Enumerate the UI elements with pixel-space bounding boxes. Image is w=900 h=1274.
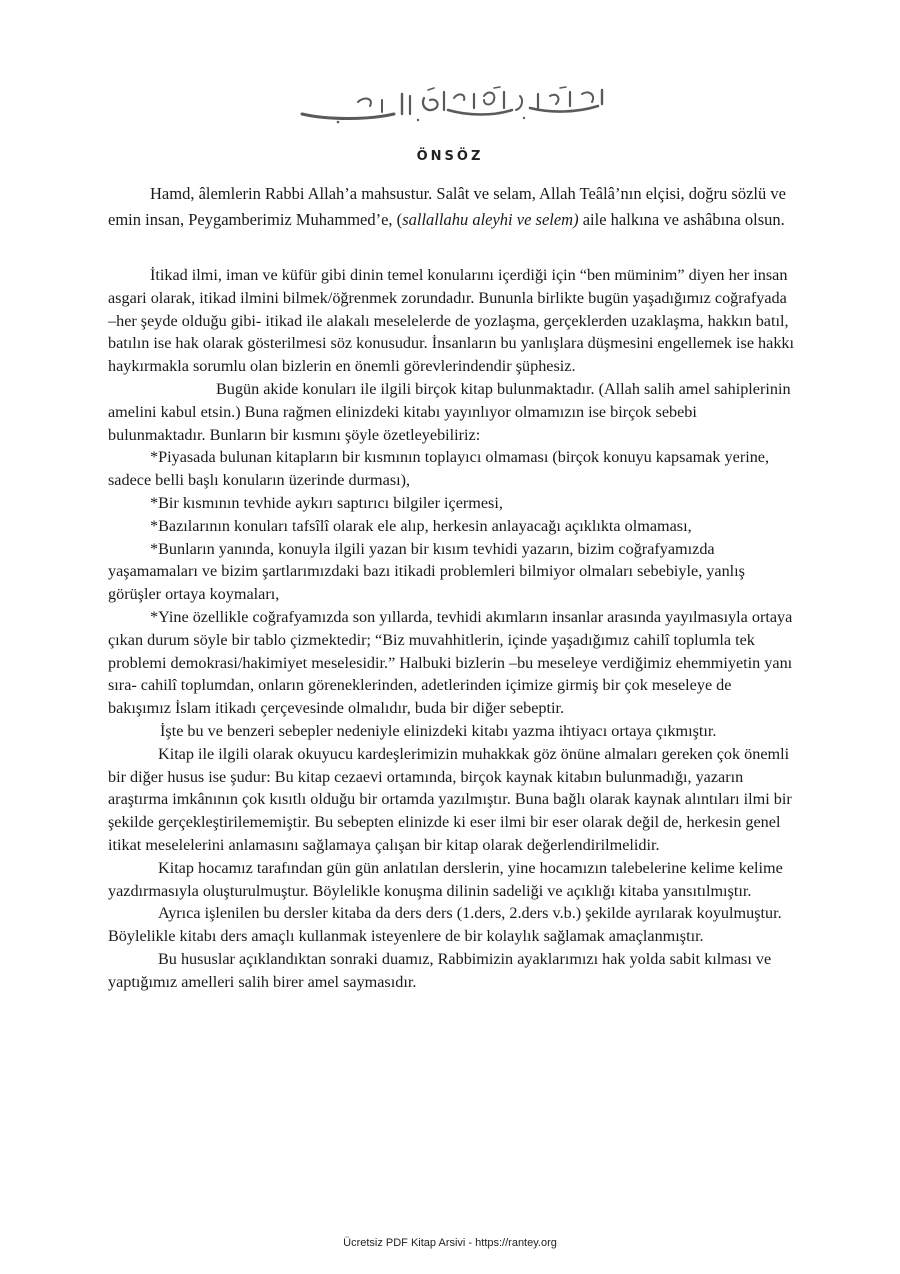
- bullet-paragraph: *Bunların yanında, konuyla ilgili yazan bir kısım tevhidi yazarın, bizim coğrafyamızda yaşamamaları ve bizim şartlarımızdaki bazı itikadi problemleri bilmiyor olmaları sebebiyle, yanlış görüşler ortaya koymaları,: [108, 539, 745, 604]
- paragraph: İşte bu ve benzeri sebepler nedeniyle elinizdeki kitabı yazma ihtiyacı ortaya çıkmıştır.: [160, 721, 717, 740]
- page-title: ÖNSÖZ: [416, 149, 484, 164]
- intro-paragraph-block: [108, 181, 798, 233]
- paragraph: Bugün akide konuları ile ilgili birçok kitap bulunmaktadır. (Allah salih amel sahiplerinin amelini kabul etsin.) Buna rağmen elinizdeki kitabı yayınlıyor olmamızın ise birçok sebebi bulunmaktadır. Bunların bir kısmını şöyle özetleyebiliriz:: [108, 379, 791, 444]
- paragraph: Kitap ile ilgili olarak okuyucu kardeşlerimizin muhakkak göz önüne almaları gereken çok önemli bir diğer husus ise şudur: Bu kitap cezaevi ortamında, birçok kaynak kitabın bulunmadığı, yazarın araştırma imkânının çok kısıtlı olduğu bir ortamda yazılmıştır. Buna bağlı olarak kaynak alıntıları ilmi bir şekilde gerçekleştirilememiştir. Bu sebepten elinizde ki eser ilmi bir eser olarak değil de, herkesin genel itikat meselelerini anlamasını sağlamaya çalışan bir kitap olarak değerlendirilmelidir.: [108, 744, 792, 854]
- footer-source-text: Ücretsiz PDF Kitap Arsivi - https://rantey.org: [343, 1237, 557, 1249]
- bullet-paragraph: *Piyasada bulunan kitapların bir kısmının toplayıcı olmaması (birçok konuyu kapsamak yerine, sadece belli başlı konuların üzerinde durması),: [108, 448, 770, 490]
- intro-text: Hamd, âlemlerin Rabbi Allah’a mahsustur. Salât ve selam, Allah Teâlâ’nın elçisi, doğru sözlü ve emin insan, Peygamberimiz Muhammed’e, (: [108, 184, 786, 229]
- bullet-paragraph: *Bir kısmının tevhide aykırı saptırıcı bilgiler içermesi,: [150, 493, 503, 512]
- paragraph: Ayrıca işlenilen bu dersler kitaba da ders ders (1.ders, 2.ders v.b.) şekilde ayrılarak koyulmuştur. Böylelikle kitabı ders amaçlı kullanmak isteyenlere de bir kolaylık sağlamak amaçlanmıştır.: [108, 904, 782, 946]
- intro-text-end: aile halkına ve ashâbına olsun.: [578, 210, 785, 229]
- paragraph: Bu hususlar açıklandıktan sonraki duamız, Rabbimizin ayaklarımızı hak yolda sabit kılması ve yaptığımız amelleri salih birer amel saymasıdır.: [108, 949, 772, 991]
- basmala-calligraphy: [298, 86, 612, 124]
- bullet-paragraph: *Bazılarının konuları tafsîlî olarak ele alıp, herkesin anlayacağı açıklıkta olmaması,: [150, 516, 692, 535]
- body-text: [108, 264, 798, 994]
- bullet-paragraph: *Yine özellikle coğrafyamızda son yıllarda, tevhidi akımların insanlar arasında yayılmasıyla ortaya çıkan durum söyle bir tablo çizmektedir; “Biz muvahhitlerin, içinde yaşadığımız cahilî toplumla tek problemi demokrasi/hakimiyet meselesidir.” Halbuki bizlerin –bu meseleye verdiğimiz ehemmiyetin yanı sıra- cahilî toplumdan, onların göreneklerinden, adetlerinden içimize girmiş bir çok meseleye de bakışımız İslam itikadı çerçevesinde olmalıdır, buda bir diğer sebeptir.: [108, 607, 793, 718]
- paragraph: İtikad ilmi, iman ve küfür gibi dinin temel konularını içerdiği için “ben müminim” diyen her insan asgari olarak, itikad ilmini bilmek/öğrenmek zorundadır. Bununla birlikte bugün yaşadığımız coğrafyada –her şeyde olduğu gibi- itikad ile alakalı meselelerde de yozlaşma, gerçeklerden uzaklaşma, hakkın batıl, batılın ise hak olarak gösterilmesi söz konusudur. İnsanların bu yanlışlara düşmesini engellemek ise hakkı haykırmakla sorumlu olan bizlerin en önemli görevlerindendir şüphesiz.: [108, 266, 795, 376]
- intro-paragraph: [108, 181, 798, 233]
- intro-italic-text: sallallahu aleyhi ve selem): [402, 210, 579, 229]
- paragraph: Kitap hocamız tarafından gün gün anlatılan derslerin, yine hocamızın talebelerine kelime kelime yazdırmasıyla oluşturulmuştur. Böylelikle konuşma dilinin sadeliği ve açıklığı kitaba yansıtılmıştır.: [108, 858, 783, 900]
